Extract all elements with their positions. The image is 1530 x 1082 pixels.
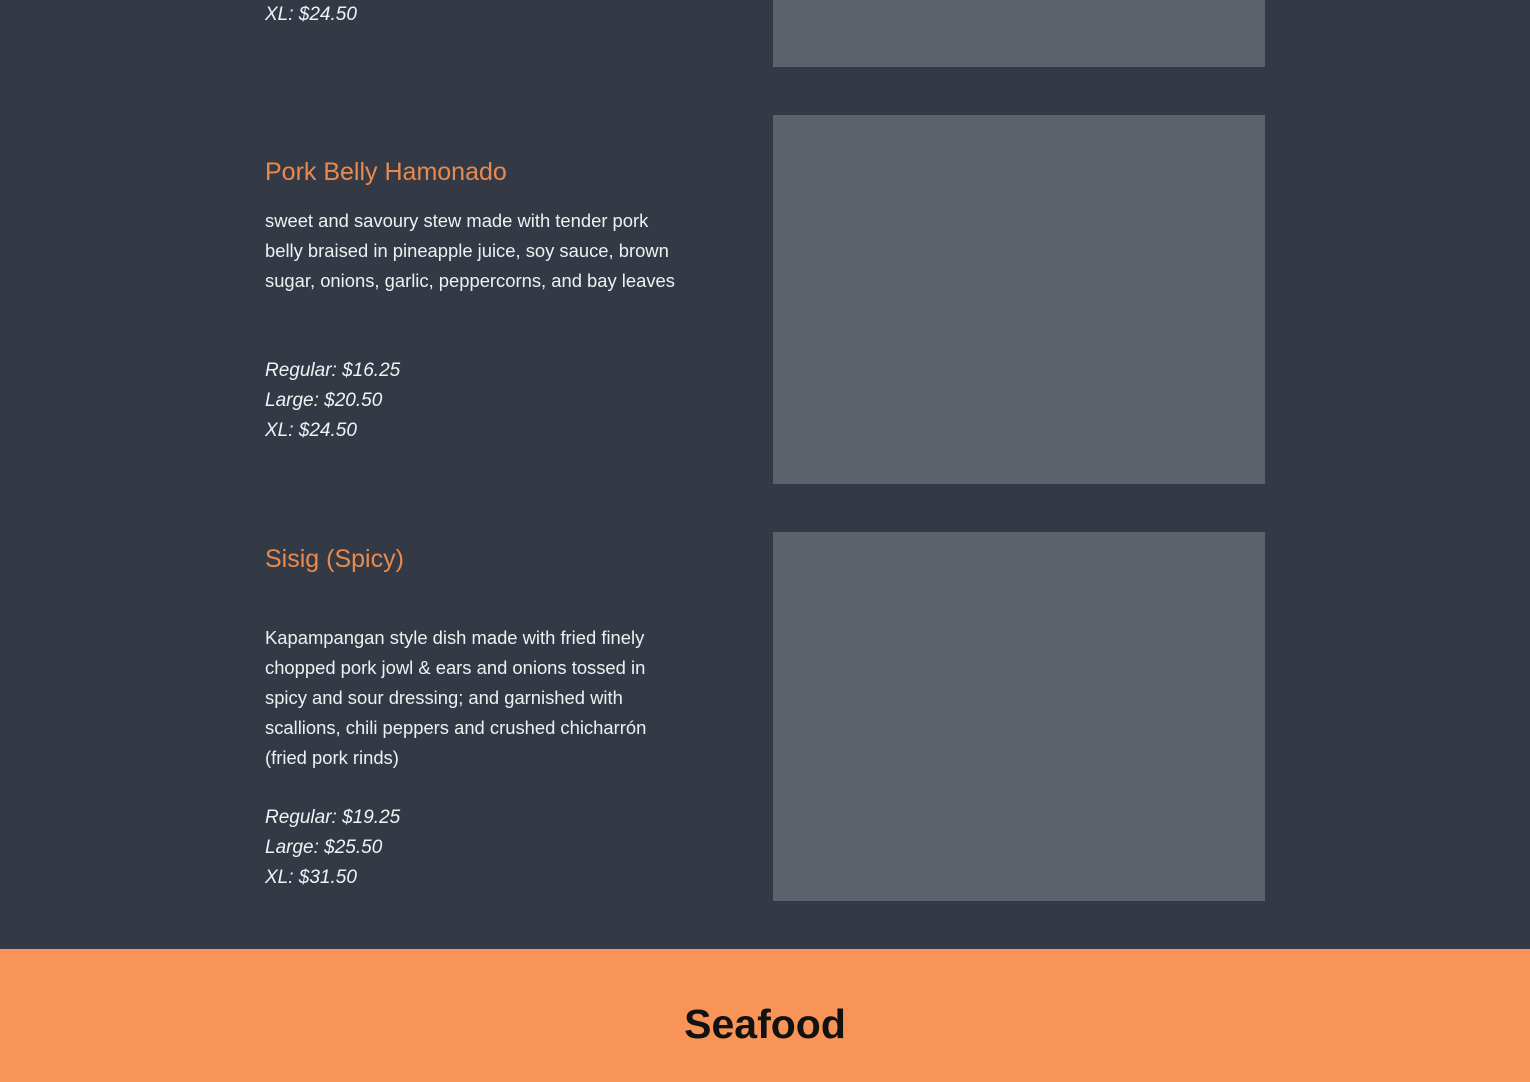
price-regular: Regular: $19.25 [265, 807, 401, 828]
dish-image-previous [773, 0, 1265, 67]
menu-item [265, 156, 507, 188]
section-title: Seafood [684, 1001, 846, 1047]
price-list [265, 356, 400, 446]
price-xl: XL: $24.50 [265, 4, 357, 25]
dish-description: Kapampangan style dish made with fried finely chopped pork jowl & ears and onions tossed in spicy and sour dressing; and garnished with scallions, chili peppers and crushed chicharrón (fried pork rinds) [265, 627, 647, 768]
dish-description: sweet and savoury stew made with tender pork belly braised in pineapple juice, soy sauce, brown sugar, onions, garlic, peppercorns, and bay leaves [265, 210, 675, 291]
price-large: Large: $20.50 [265, 390, 383, 411]
menu-item [265, 543, 404, 575]
dish-title: Pork Belly Hamonado [265, 158, 507, 186]
dish-description-container [265, 623, 680, 773]
price-large: Large: $25.50 [265, 837, 383, 858]
price-xl: XL: $31.50 [265, 867, 357, 888]
price-list [265, 803, 400, 893]
price-xl: XL: $24.50 [265, 420, 357, 441]
menu-item-previous [265, 0, 357, 30]
dish-image [773, 532, 1265, 901]
dish-description-container [265, 206, 680, 296]
dish-image [773, 115, 1265, 484]
price-regular: Regular: $16.25 [265, 360, 401, 381]
dish-title: Sisig (Spicy) [265, 545, 404, 573]
price-list [265, 0, 357, 30]
